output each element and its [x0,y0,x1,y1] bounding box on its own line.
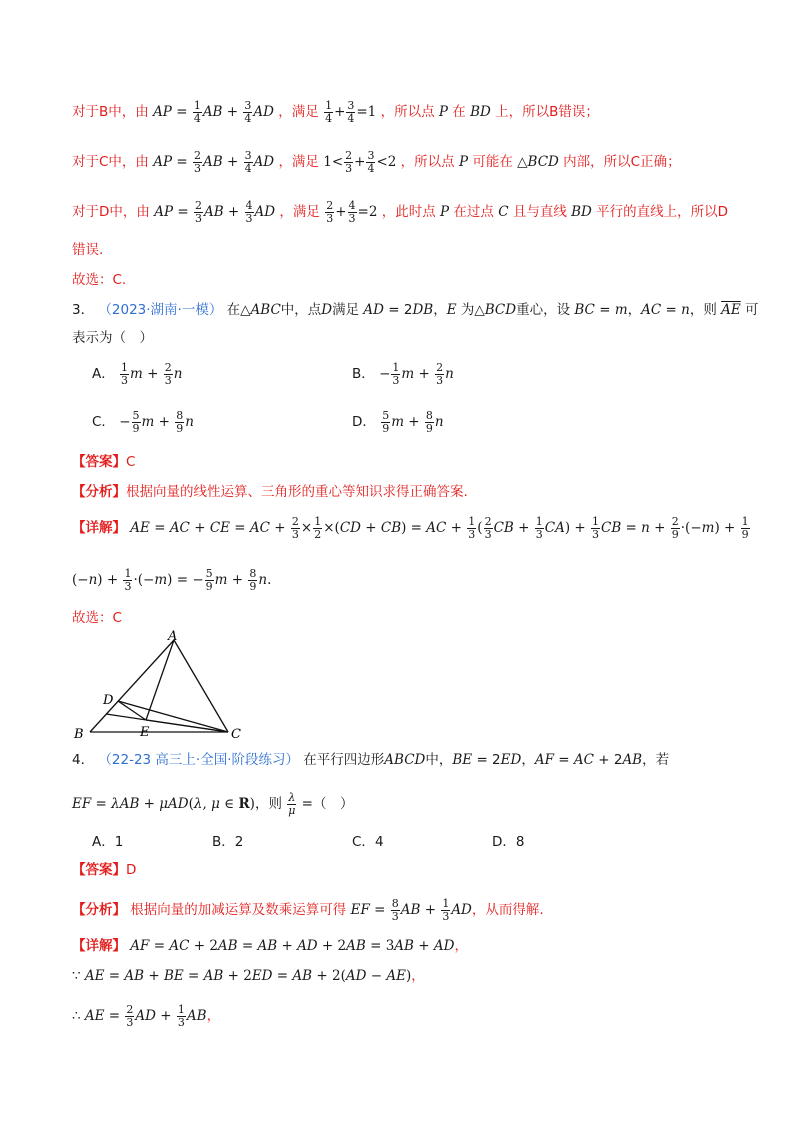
q3-analysis [72,482,468,502]
q4-option-a[interactable] [92,832,123,852]
q3-choice: 故选：C [72,610,122,626]
prev-choice: 故选：C. [72,272,127,288]
prev-b-equation: AP = $\frac{1}{4}$ AB + $\frac{3}{4}$ AD [153,99,274,125]
figure-label-b: B [74,727,84,740]
q4-option-a-label: A． [92,834,115,850]
q4-detail-eq1: AF = AC + 2AB = AB + AD + 2AB = 3AB + AD [130,938,455,954]
q4-analysis-text: 根据向量的加减运算及数乘运算可得 EF = $\frac{8}{3}$ AB + $\frac{1}{3}$ AD，从而得解. [130,897,544,923]
q3-option-b[interactable]: B． − $\frac{1}{3}$ m + $\frac{2}{3}$ n [352,361,454,387]
q4-option-b-value: 2 [234,834,244,850]
prev-b-prefix: 对于B中，由 [72,104,149,120]
prev-b-tail: ，所以点 P 在 BD 上，所以B错误； [380,104,599,120]
prev-line-c [72,150,681,175]
prev-b-condition: $\frac{1}{4}$ + $\frac{3}{4}$ =1 [325,99,381,125]
q4-detail-line2: ∵ AE = AB + BE = AB + 2ED = AB + 2(AD − AE)， [72,968,425,984]
figure-label-e: E [140,725,150,740]
prev-c-tail: ，所以点 P 可能在 △BCD 内部，所以C正确； [400,154,681,170]
q3-triangle-figure [70,628,250,740]
q4-analysis-tag: 【分析】 [72,902,126,918]
q4-detail-line3: ∴ AE = $\frac{2}{3}$ AD + $\frac{1}{3}$ AB， [72,1003,221,1029]
q3-stem-text: 在△ABC中，点D满足 AD = 2DB，E 为△BCD重心，设 BC = m，AC = n，则 $\overline{AE}$ 可 [226,302,759,318]
q3-option-c[interactable]: C． − $\frac{5}{9}$ m + $\frac{8}{9}$ n [92,409,194,435]
q3-option-a[interactable]: A． $\frac{1}{3}$ m + $\frac{2}{3}$ n [92,361,183,387]
q4-source: （22-23 高三上·全国·阶段练习） [98,752,299,768]
q3-detail-line1 [72,516,751,541]
prev-c-prefix: 对于C中，由 [72,154,149,170]
q4-stem-line1 [72,750,669,770]
q3-option-a-label: A． [92,366,115,382]
q4-analysis [72,898,544,923]
q4-option-c-value: 4 [374,834,384,850]
q4-number: 4． [72,752,95,768]
prev-d-mid: ，满足 [279,204,320,220]
q3-answer-value: C [126,454,136,470]
q3-stem-line2: 表示为（ ） [72,330,153,346]
q3-answer-tag: 【答案】 [72,454,126,470]
q4-option-d[interactable] [492,832,525,852]
q3-detail-eq2: (−n) + $\frac{1}{3}$ ·(−m) = − $\frac{5}{9}$ m + $\frac{8}{9}$ n. [72,567,272,593]
prev-c-condition: 1< $\frac{2}{3}$ + $\frac{3}{4}$ <2 [323,149,401,175]
figure-label-c: C [231,727,241,740]
prev-b-mid: ，满足 [278,104,319,120]
q4-detail-eq3: ∴ AE = $\frac{2}{3}$ AD + $\frac{1}{3}$ AB [72,1003,207,1029]
q4-option-c[interactable] [352,832,384,852]
q3-answer [72,452,135,472]
q3-detail-tag: 【详解】 [72,520,126,536]
q4-answer [72,860,136,880]
q4-answer-value: D [126,862,137,878]
q4-detail-eq2: ∵ AE = AB + BE = AB + 2ED = AB + 2(AD − AE) [72,968,412,984]
q3-source: （2023·湖南·一模） [98,302,223,318]
q4-option-b-label: B． [212,834,235,850]
q4-option-d-label: D． [492,834,516,850]
q4-stem-line2 [72,792,354,817]
q4-detail-line1: 【详解】 AF = AC + 2AB = AB + AD + 2AB = 3AB + AD， [72,938,468,954]
q3-number: 3． [72,302,95,318]
prev-d-tail: ，此时点 P 在过点 C 且与直线 BD 平行的直线上，所以D [381,204,729,220]
q3-detail-line2 [72,568,271,593]
prev-line-b [72,100,599,125]
prev-c-equation: AP = $\frac{2}{3}$ AB + $\frac{3}{4}$ AD [153,149,275,175]
q3-analysis-tag: 【分析】 [72,484,126,500]
q4-detail-tag: 【详解】 [72,938,126,954]
figure-label-d: D [103,693,114,708]
q3-stem-line1 [72,300,759,320]
prev-d-prefix: 对于D中，由 [72,204,150,220]
q3-option-b-label: B． [352,366,375,382]
q4-stem-text: 在平行四边形ABCD中，BE = 2ED，AF = AC + 2AB，若 [303,752,670,768]
prev-c-mid: ，满足 [278,154,319,170]
q3-analysis-text: 根据向量的线性运算、三角形的重心等知识求得正确答案. [126,484,468,500]
prev-d-equation: AP = $\frac{2}{3}$ AB + $\frac{4}{3}$ AD [154,199,276,225]
q4-answer-tag: 【答案】 [72,862,126,878]
q4-option-b[interactable] [212,832,243,852]
q3-option-d[interactable]: D． $\frac{5}{9}$ m + $\frac{8}{9}$ n [352,409,444,435]
q4-stem-eq: EF = λAB + μAD(λ, μ ∈ R)，则 $\frac{\lambda}{\mu}$ =（ ） [72,791,354,817]
q3-detail-eq1: AE = AC + CE = AC + $\frac{2}{3}$ × $\frac{1}{2}$ ×(CD + CB) = AC + $\frac{1}{3}$ ( $\frac{2}{3}$ CB + $\frac{1}{3}$ CA) + $\frac{1}{3}$ CB = n + $\frac{2}{9}$ ·(−m) + $\frac{1}{9}$ [130,515,749,541]
q3-option-d-label: D． [352,414,376,430]
prev-d-tail2: 错误. [72,242,104,258]
prev-d-condition: $\frac{2}{3}$ + $\frac{4}{3}$ =2 [326,199,382,225]
q4-option-d-value: 8 [515,834,525,850]
prev-line-d [72,200,728,225]
q3-option-c-label: C． [92,414,115,430]
figure-label-a: A [168,629,178,644]
q4-option-c-label: C． [352,834,375,850]
q4-option-a-value: 1 [114,834,124,850]
